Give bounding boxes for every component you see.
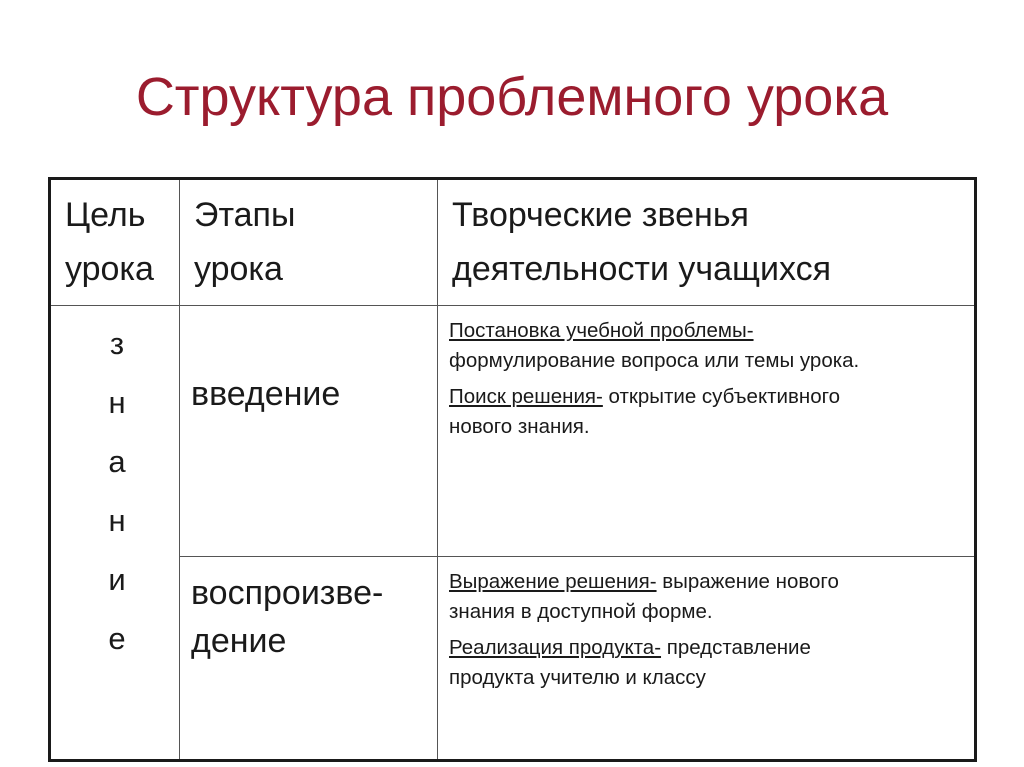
link-item <box>449 316 966 376</box>
header-links-line-2: деятельности учащихся <box>452 250 831 288</box>
link-item <box>449 382 966 442</box>
link-text: формулирование вопроса или темы урока. <box>449 349 860 372</box>
link-text: представление <box>661 636 811 659</box>
link-text: нового знания. <box>449 415 590 438</box>
link-item <box>449 567 966 627</box>
link-text: продукта учителю и классу <box>449 666 706 689</box>
stage-introduction <box>180 306 438 557</box>
link-term: Поиск решения- <box>449 385 603 408</box>
goal-vertical-word <box>50 306 180 761</box>
link-term: Реализация продукта- <box>449 636 662 659</box>
goal-letter: и <box>108 562 126 597</box>
goal-letter: а <box>108 444 126 479</box>
links-reproduction <box>438 557 976 761</box>
link-item <box>449 633 966 693</box>
table-header-row <box>50 179 976 306</box>
goal-letter: з <box>109 326 125 361</box>
header-goal-line-1: Цель <box>65 196 146 234</box>
stage-label: введение <box>191 375 341 413</box>
link-text: выражение нового <box>656 570 839 593</box>
stage-reproduction <box>180 557 438 761</box>
header-stages-line-2: урока <box>194 250 283 288</box>
link-term: Выражение решения- <box>449 570 657 593</box>
goal-letter: н <box>108 385 126 420</box>
table-row <box>50 557 976 761</box>
header-stages-line-1: Этапы <box>194 196 296 234</box>
goal-letter: е <box>108 621 126 656</box>
header-stages <box>180 179 438 306</box>
page-title: Структура проблемного урока <box>135 67 889 127</box>
links-introduction <box>438 306 976 557</box>
stage-label: дение <box>191 622 287 660</box>
header-links-line-1: Творческие звенья <box>452 196 749 234</box>
goal-letter: н <box>108 503 126 538</box>
lesson-structure-table <box>48 177 977 762</box>
header-goal <box>50 179 180 306</box>
header-creative-links <box>438 179 976 306</box>
link-text: знания в доступной форме. <box>449 600 713 623</box>
header-goal-line-2: урока <box>65 250 154 288</box>
table-row <box>50 306 976 557</box>
link-term: Постановка учебной проблемы- <box>449 319 754 342</box>
link-text: открытие субъективного <box>602 385 841 408</box>
stage-label: воспроизве- <box>191 574 384 612</box>
